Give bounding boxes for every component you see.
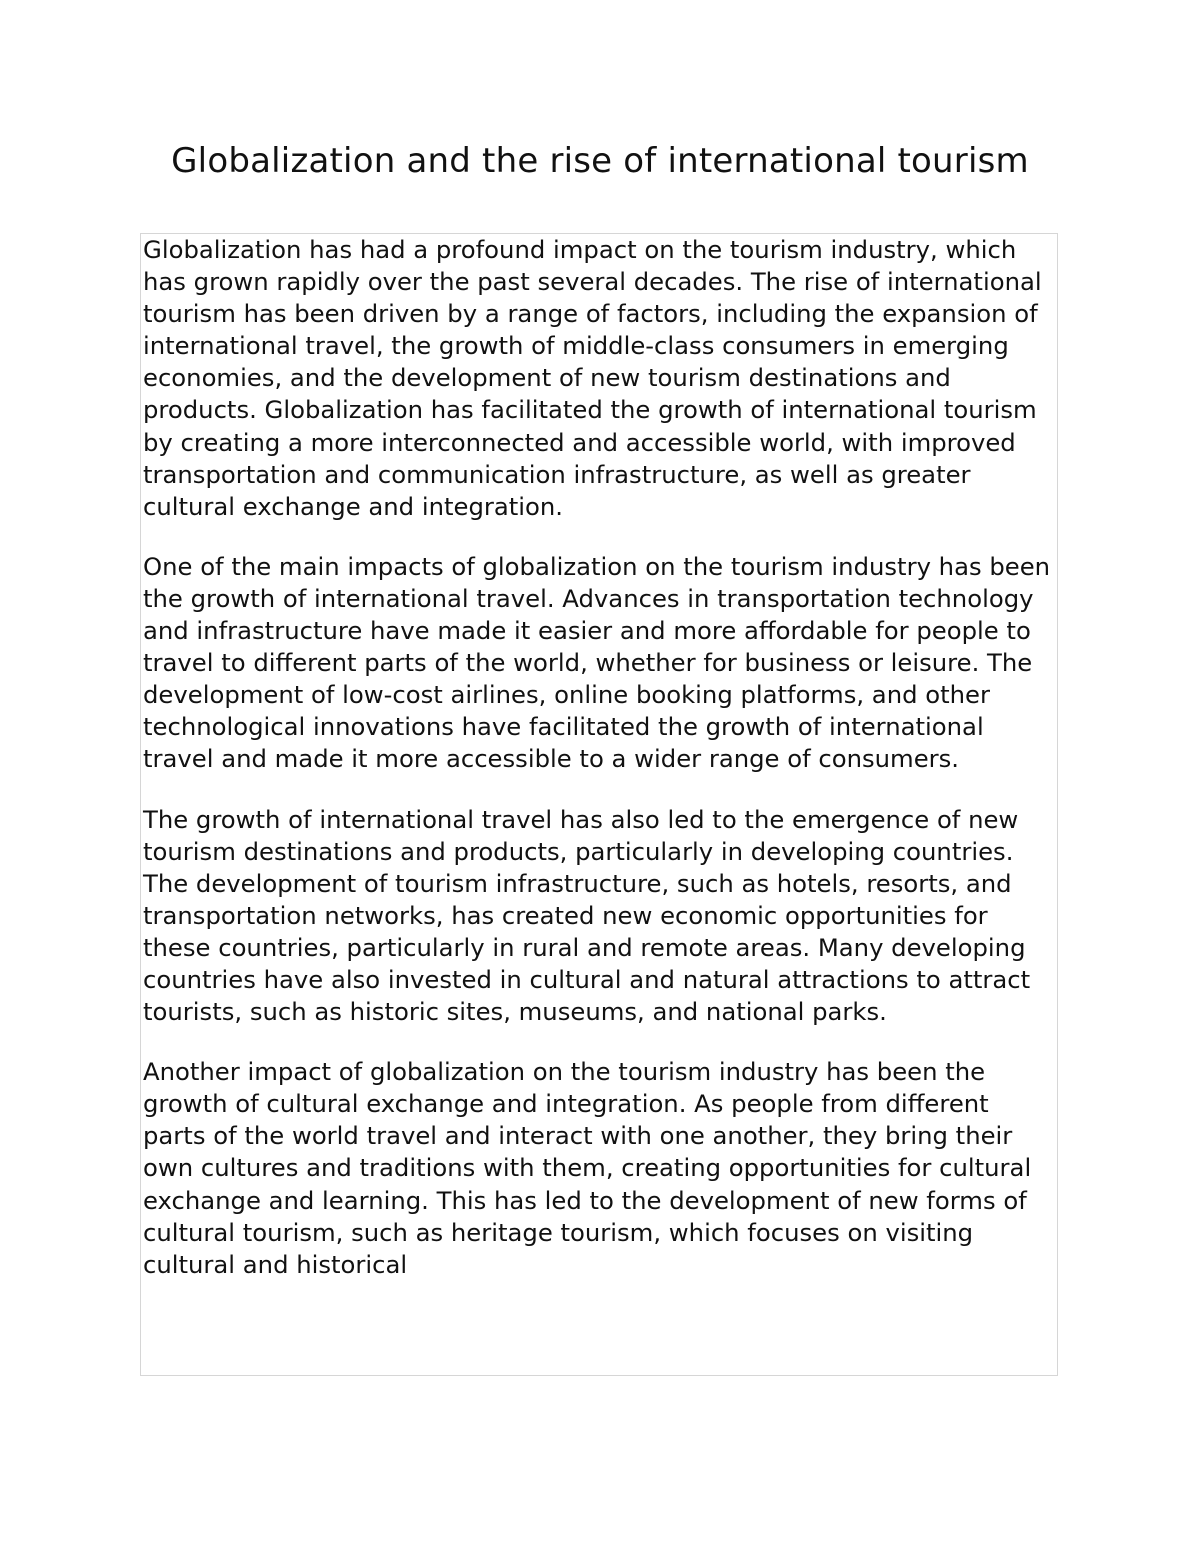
paragraph-1: Globalization has had a profound impact on the tourism industry, which has grown rapidly over the past several decades. The rise of international tourism has been driven by a range of factors, including the expansion of international travel, the growth of middle-class consumers in emerging economies, and the development of new tourism destinations and products. Globalization has facilitated the growth of international tourism by creating a more interconnected and accessible world, with improved transportation and communication infrastructure, as well as greater cultural exchange and integration. — [143, 235, 1042, 521]
page-title: Globalization and the rise of international tourism — [171, 141, 1029, 181]
paragraph-2: One of the main impacts of globalization on the tourism industry has been the growth of international travel. Advances in transportation technology and infrastructure have made it easier and more affordable for people to travel to different parts of the world, whether for business or leisure. The development of low-cost airlines, online booking platforms, and other technological innovations have facilitated the growth of international travel and made it more accessible to a wider range of consumers. — [143, 551, 1051, 774]
paragraph-4: Another impact of globalization on the tourism industry has been the growth of cultural exchange and integration. As people from different parts of the world travel and interact with one another, they bring their own cultures and traditions with them, creating opportunities for cultural exchange and learning. This has led to the development of new forms of cultural tourism, such as heritage tourism, which focuses on visiting cultural and historical — [143, 1057, 1032, 1279]
paragraph-3: The growth of international travel has also led to the emergence of new tourism destinations and products, particularly in developing countries. The development of tourism infrastructure, such as hotels, resorts, and transportation networks, has created new economic opportunities for these countries, particularly in rural and remote areas. Many developing countries have also invested in cultural and natural attractions to attract tourists, such as historic sites, museums, and national parks. — [143, 804, 1031, 1027]
text-content — [141, 234, 1057, 1281]
text-box[interactable] — [140, 233, 1058, 1376]
